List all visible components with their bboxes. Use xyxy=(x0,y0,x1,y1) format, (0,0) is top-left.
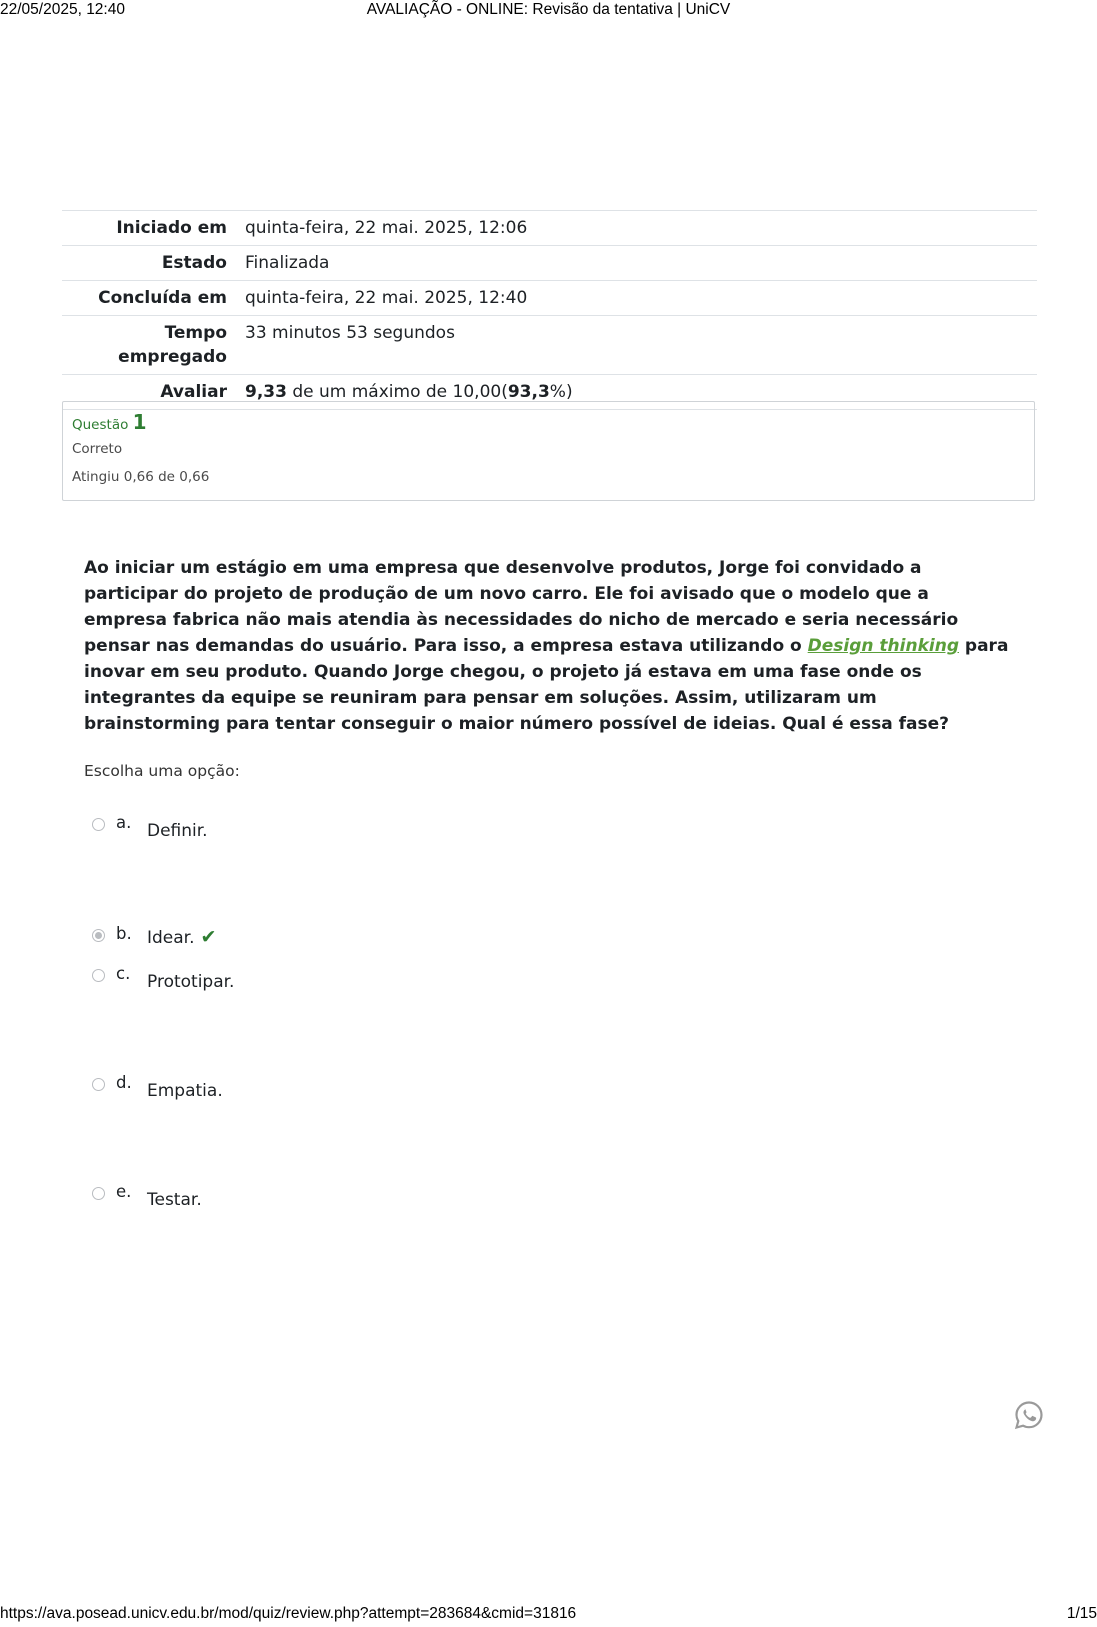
print-header xyxy=(0,0,1097,22)
summary-value: quinta-feira, 22 mai. 2025, 12:40 xyxy=(245,288,528,308)
question-text-part: para inovar em seu produto. Quando Jorge chegou, o projeto já estava em uma fase onde os integrantes da equipe se reuniram para pensar em soluções. Assim, utilizaram um brainstorming para tentar conseguir o maior número possível de ideias. Qual é essa fase? xyxy=(84,636,1009,734)
whatsapp-icon[interactable] xyxy=(1013,1399,1045,1431)
grade-suffix: %) xyxy=(549,382,573,402)
question-info-box xyxy=(62,401,1035,501)
summary-value: 33 minutos 53 segundos xyxy=(245,323,455,343)
option-letter: b. xyxy=(116,924,132,943)
summary-value: Finalizada xyxy=(245,253,330,273)
check-icon: ✔ xyxy=(200,926,217,948)
print-page-number: 1/15 xyxy=(1066,1605,1097,1622)
question-text-part: Ao iniciar um estágio em uma empresa que desenvolve produtos, Jorge foi convidado a participar do projeto de produção de um novo carro. Ele foi avisado que o modelo que a empresa fabrica não mais atendia às necessidades do nicho de mercado e seria necessário pensar nas demandas do usuário. Para isso, a empresa estava utilizando o xyxy=(84,558,959,656)
question-number-value: 1 xyxy=(132,410,147,434)
option-text: Empatia. xyxy=(147,1081,223,1101)
summary-row-completed xyxy=(62,281,1037,316)
radio-button[interactable] xyxy=(92,1078,105,1091)
radio-button[interactable] xyxy=(92,969,105,982)
summary-label: Avaliar xyxy=(160,382,227,402)
option-text: Prototipar. xyxy=(147,972,235,992)
question-text xyxy=(84,555,1014,737)
option-text-wrap xyxy=(147,926,216,948)
design-thinking-link[interactable]: Design thinking xyxy=(807,636,959,656)
summary-label: Estado xyxy=(161,253,227,273)
option-text: Idear. xyxy=(147,928,195,948)
grade-percent: 93,3 xyxy=(507,382,550,402)
question-mark: Atingiu 0,66 de 0,66 xyxy=(72,469,210,485)
radio-button-selected[interactable] xyxy=(92,929,105,942)
summary-row-state xyxy=(62,246,1037,281)
option-letter: e. xyxy=(116,1182,132,1201)
grade-middle: de um máximo de 10,00( xyxy=(286,382,508,402)
option-text: Testar. xyxy=(147,1190,202,1210)
summary-row-started xyxy=(62,211,1037,246)
print-page-title: AVALIAÇÃO - ONLINE: Revisão da tentativa | UniCV xyxy=(366,1,731,18)
radio-button[interactable] xyxy=(92,1187,105,1200)
print-datetime: 22/05/2025, 12:40 xyxy=(0,1,125,18)
attempt-summary-table xyxy=(62,210,1037,410)
option-letter: c. xyxy=(116,964,131,983)
question-state: Correto xyxy=(72,441,123,457)
summary-value: quinta-feira, 22 mai. 2025, 12:06 xyxy=(245,218,528,238)
summary-label: Concluída em xyxy=(98,288,227,308)
option-letter: d. xyxy=(116,1073,132,1092)
radio-button[interactable] xyxy=(92,818,105,831)
option-text: Definir. xyxy=(147,821,208,841)
summary-row-time-taken xyxy=(62,316,1037,375)
question-number xyxy=(72,410,1025,437)
print-footer xyxy=(0,1605,1097,1627)
grade-score: 9,33 xyxy=(245,382,287,402)
summary-label: Tempo empregado xyxy=(118,323,227,367)
question-label: Questão xyxy=(72,417,129,433)
choose-option-prompt: Escolha uma opção: xyxy=(84,762,240,780)
summary-label: Iniciado em xyxy=(116,218,227,238)
print-url: https://ava.posead.unicv.edu.br/mod/quiz/review.php?attempt=283684&cmid=31816 xyxy=(0,1605,577,1622)
option-letter: a. xyxy=(116,813,132,832)
